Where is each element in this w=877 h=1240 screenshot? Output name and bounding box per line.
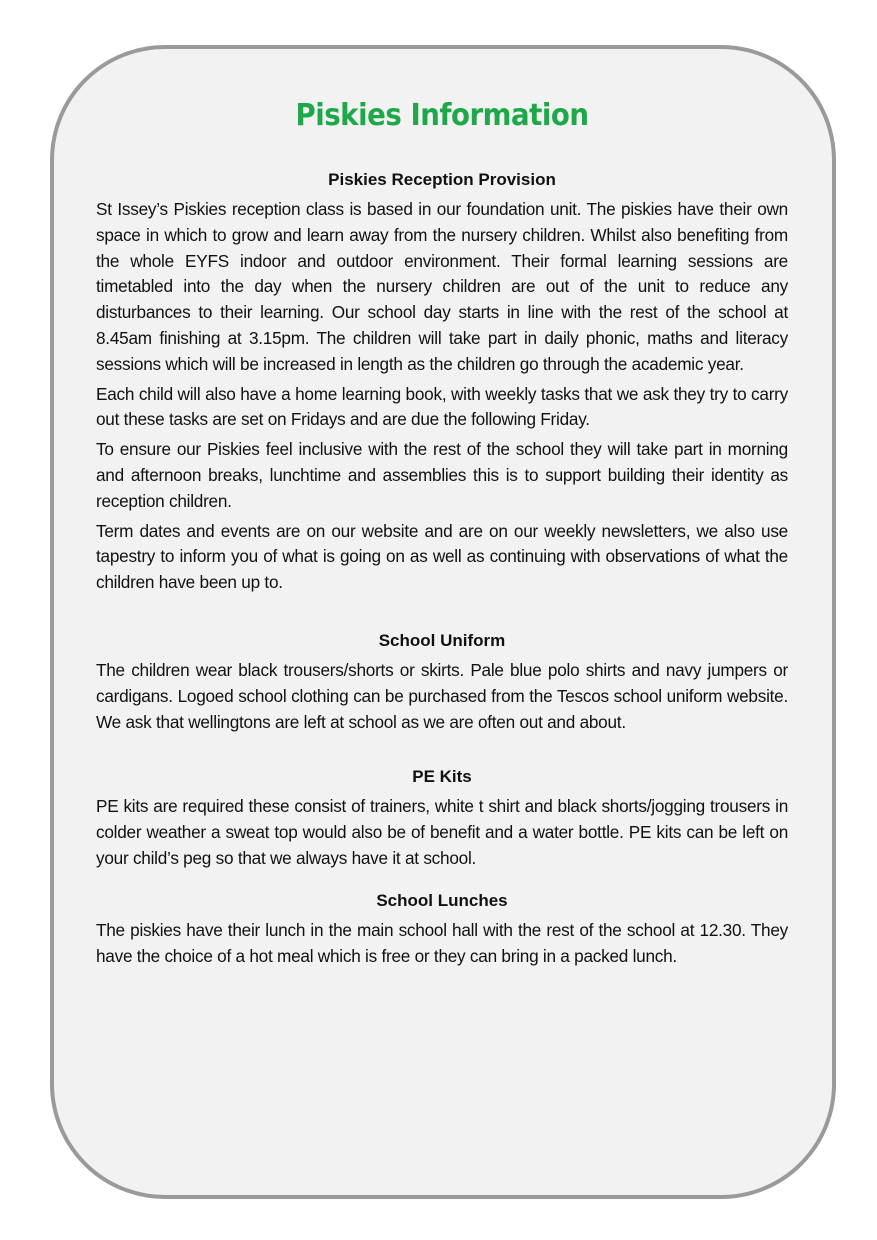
spacer (96, 876, 788, 890)
paragraph: To ensure our Piskies feel inclusive with the rest of the school they will take part in morning and afternoon breaks, lunchtime and assemblies this is to support building their identity as reception children. (96, 439, 788, 511)
spacer (96, 600, 788, 630)
paragraph: PE kits are required these consist of trainers, white t shirt and black shorts/jogging trousers in colder weather a sweat top would also be of benefit and a water bottle. PE kits can be left on your child’s peg so that we always have it at school. (96, 796, 788, 868)
paragraph: Each child will also have a home learning book, with weekly tasks that we ask they try to carry out these tasks are set on Fridays and are due the following Friday. (96, 383, 788, 430)
section-pe-kits (96, 766, 788, 871)
section-school-lunches (96, 890, 788, 970)
page-title: Piskies Information (295, 98, 589, 133)
document-content (96, 98, 788, 973)
spacer (96, 739, 788, 766)
section-heading: School Lunches (376, 890, 508, 910)
section-heading: PE Kits (412, 767, 472, 787)
paragraph: The children wear black trousers/shorts or skirts. Pale blue polo shirts and navy jumpers or cardigans. Logoed school clothing can be purchased from the Tescos school uniform website. We ask that wellingtons are left at school as we are often out and about. (96, 659, 788, 732)
section-heading: School Uniform (378, 630, 506, 650)
section-heading: Piskies Reception Provision (328, 170, 556, 189)
paragraph: Term dates and events are on our website and are on our weekly newsletters, we also use tapestry to inform you of what is going on as well as continuing with observations of what the children have been up to. (96, 520, 788, 593)
section-reception-provision (96, 169, 788, 596)
section-school-uniform (96, 630, 788, 735)
paragraph: St Issey’s Piskies reception class is based in our foundation unit. The piskies have their own space in which to grow and learn away from the nursery children. Whilst also benefiting from the whole EYFS indoor and outdoor environment. Their formal learning sessions are timetabled into the day when the nursery children are out of the unit to reduce any disturbances to their learning. Our school day starts in line with the rest of the school at 8.45am finishing at 3.15pm. The children will take part in daily phonic, maths and literacy sessions which will be increased in length as the children go through the academic year. (96, 199, 788, 374)
paragraph: The piskies have their lunch in the main school hall with the rest of the school at 12.30. They have the choice of a hot meal which is free or they can bring in a packed lunch. (96, 919, 788, 966)
